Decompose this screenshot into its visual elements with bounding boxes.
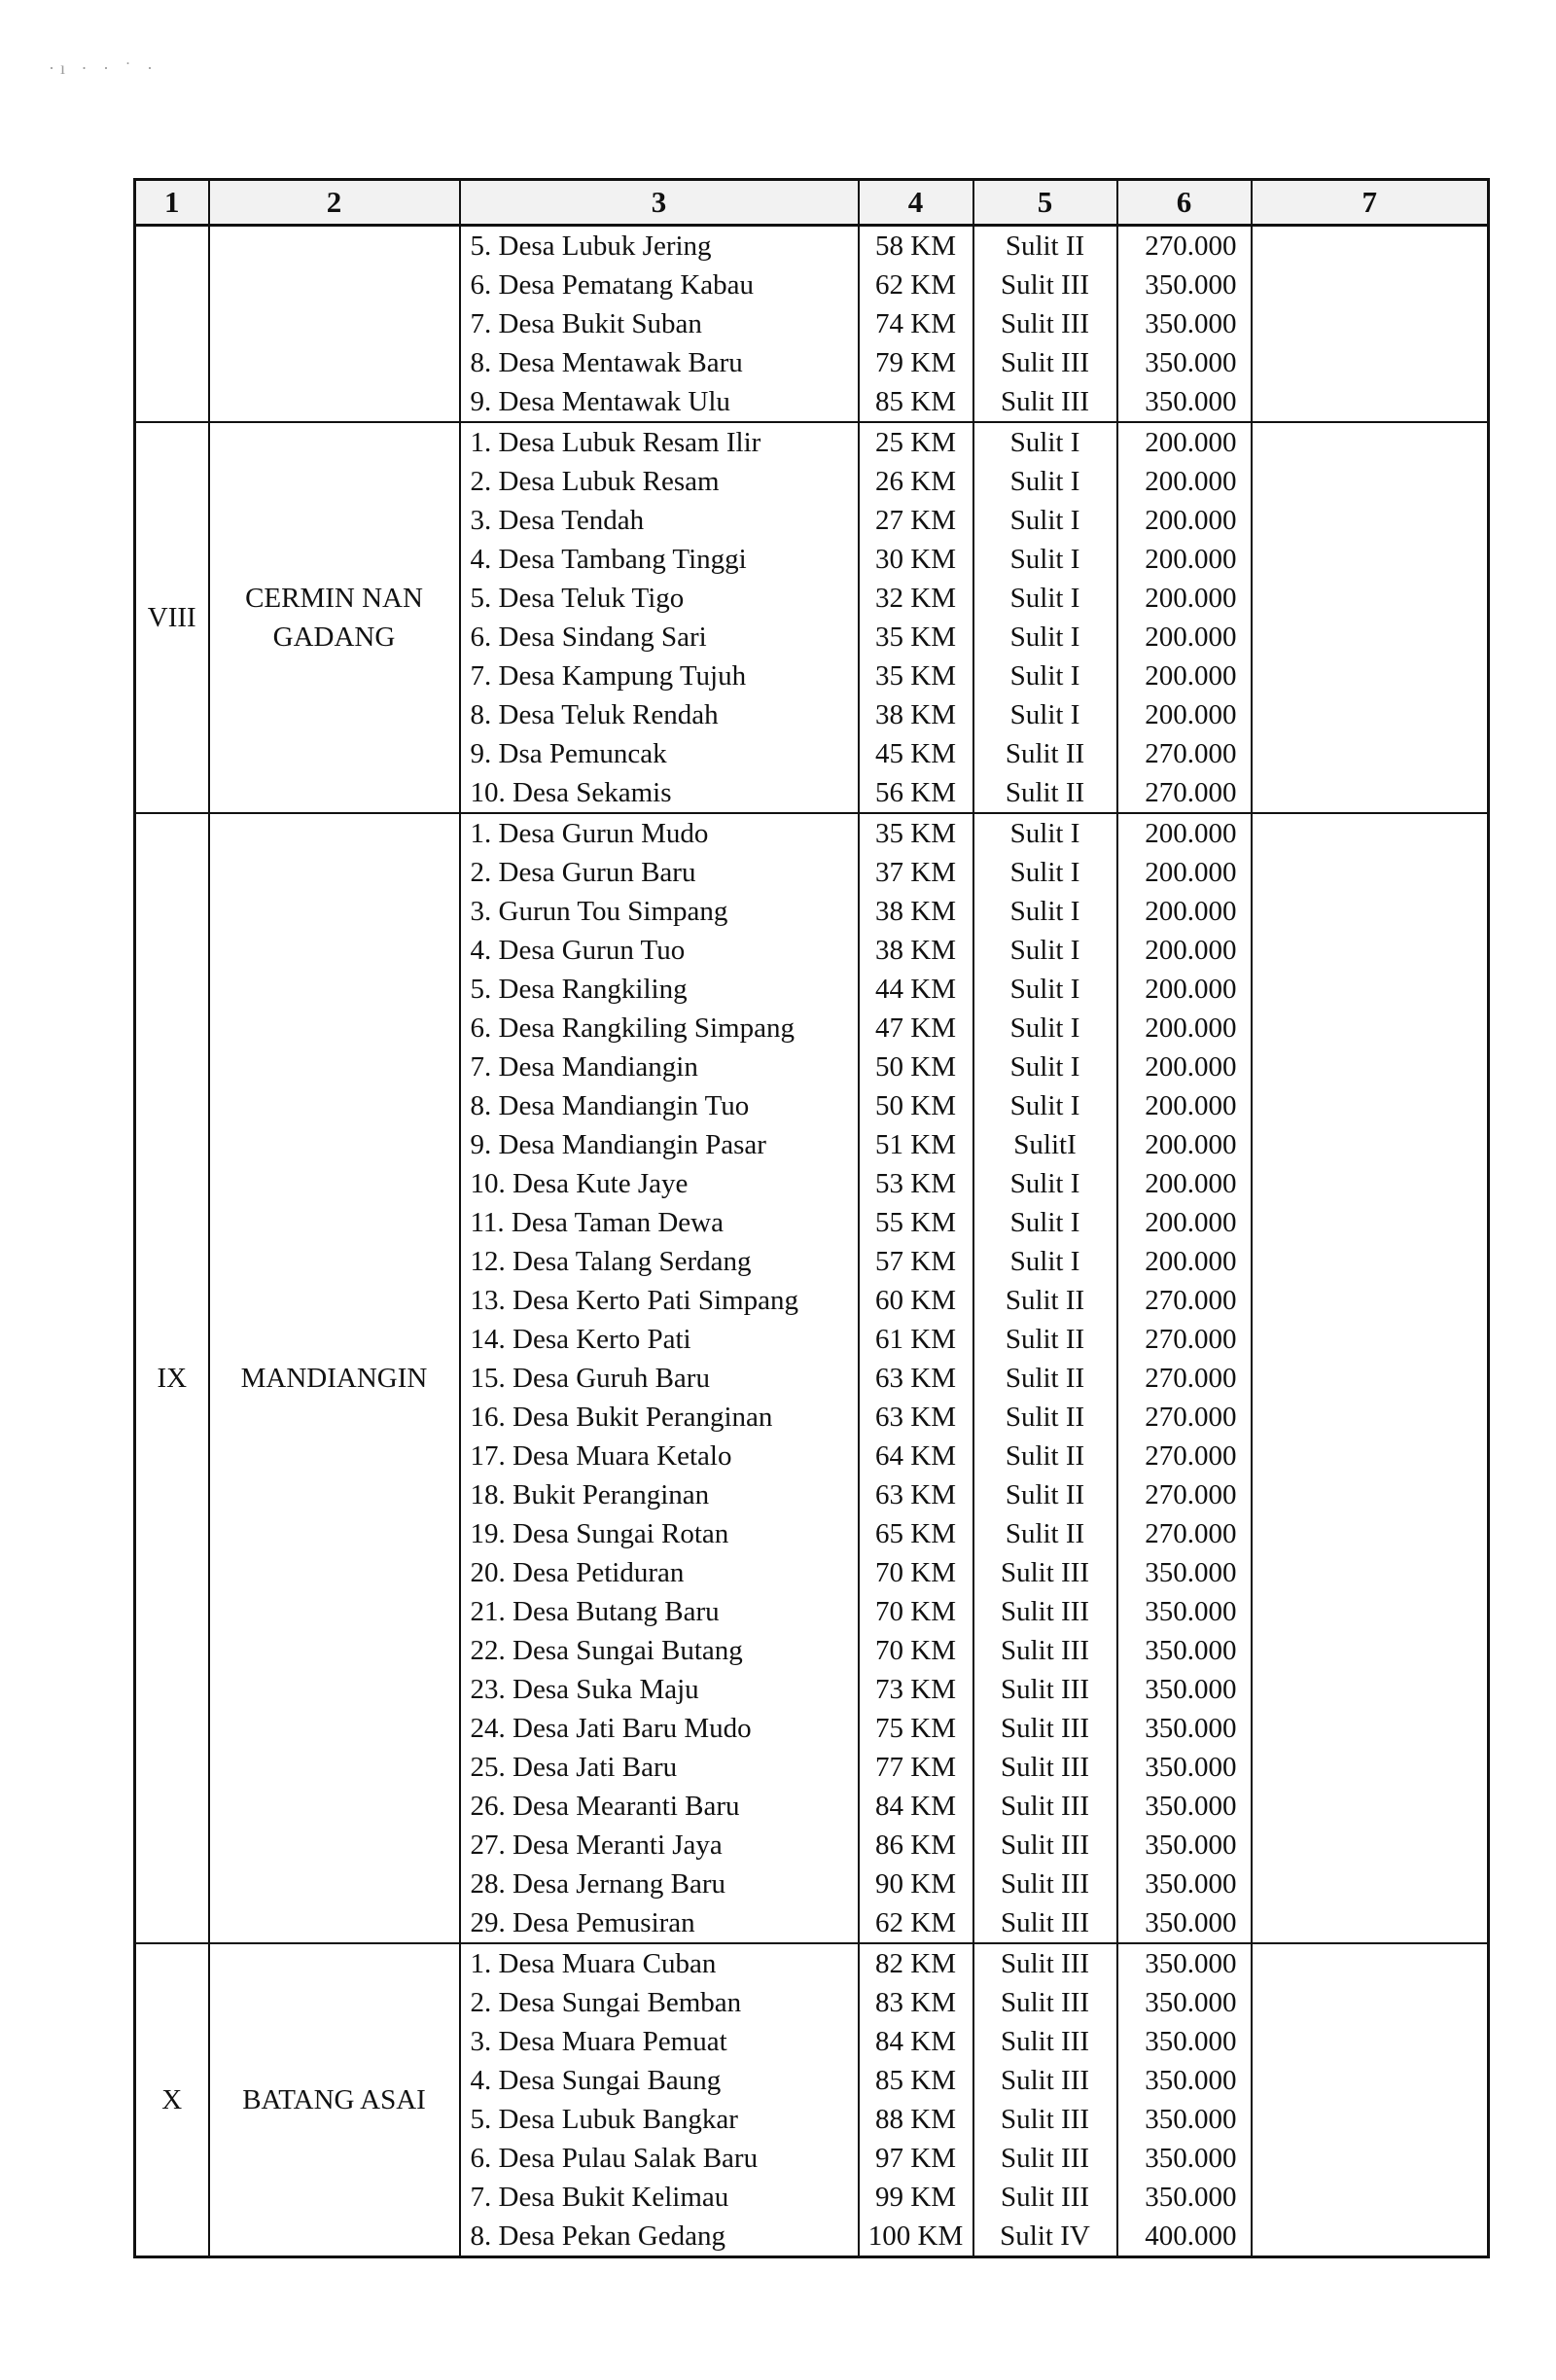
village-name: 3. Gurun Tou Simpang bbox=[460, 892, 859, 931]
distance: 55 KM bbox=[859, 1203, 973, 1242]
remarks-cell bbox=[1252, 1709, 1489, 1748]
amount: 270.000 bbox=[1117, 1320, 1252, 1359]
difficulty: Sulit II bbox=[973, 773, 1117, 813]
remarks-cell bbox=[1252, 1787, 1489, 1826]
remarks-cell bbox=[1252, 1631, 1489, 1670]
remarks-cell bbox=[1252, 1475, 1489, 1514]
amount: 350.000 bbox=[1117, 2100, 1252, 2139]
remarks-cell bbox=[1252, 540, 1489, 579]
difficulty: Sulit I bbox=[973, 931, 1117, 970]
distance: 27 KM bbox=[859, 501, 973, 540]
village-name: 6. Desa Pulau Salak Baru bbox=[460, 2139, 859, 2178]
difficulty: Sulit III bbox=[973, 1787, 1117, 1826]
remarks-cell bbox=[1252, 618, 1489, 657]
remarks-cell bbox=[1252, 1592, 1489, 1631]
remarks-cell bbox=[1252, 2022, 1489, 2061]
amount: 200.000 bbox=[1117, 1203, 1252, 1242]
remarks-cell bbox=[1252, 892, 1489, 931]
village-name: 8. Desa Mentawak Baru bbox=[460, 343, 859, 382]
table-header bbox=[135, 180, 1489, 226]
difficulty: Sulit I bbox=[973, 579, 1117, 618]
amount: 270.000 bbox=[1117, 1514, 1252, 1553]
village-name: 14. Desa Kerto Pati bbox=[460, 1320, 859, 1359]
amount: 350.000 bbox=[1117, 266, 1252, 304]
difficulty: Sulit IV bbox=[973, 2217, 1117, 2257]
distance: 35 KM bbox=[859, 618, 973, 657]
distance: 64 KM bbox=[859, 1437, 973, 1475]
amount: 200.000 bbox=[1117, 970, 1252, 1009]
village-name: 23. Desa Suka Maju bbox=[460, 1670, 859, 1709]
distance: 47 KM bbox=[859, 1009, 973, 1048]
village-name: 20. Desa Petiduran bbox=[460, 1553, 859, 1592]
distance: 63 KM bbox=[859, 1359, 973, 1398]
amount: 200.000 bbox=[1117, 1125, 1252, 1164]
distance: 86 KM bbox=[859, 1826, 973, 1865]
remarks-cell bbox=[1252, 1048, 1489, 1086]
village-name: 6. Desa Sindang Sari bbox=[460, 618, 859, 657]
distance: 97 KM bbox=[859, 2139, 973, 2178]
village-name: 10. Desa Kute Jaye bbox=[460, 1164, 859, 1203]
distance: 82 KM bbox=[859, 1943, 973, 1983]
distance: 51 KM bbox=[859, 1125, 973, 1164]
remarks-cell bbox=[1252, 1670, 1489, 1709]
table-body bbox=[135, 226, 1489, 2257]
difficulty: Sulit III bbox=[973, 2061, 1117, 2100]
amount: 350.000 bbox=[1117, 1787, 1252, 1826]
remarks-cell bbox=[1252, 422, 1489, 462]
remarks-cell bbox=[1252, 226, 1489, 266]
difficulty: Sulit I bbox=[973, 1164, 1117, 1203]
amount: 350.000 bbox=[1117, 1592, 1252, 1631]
village-name: 7. Desa Mandiangin bbox=[460, 1048, 859, 1086]
district-name: BATANG ASAI bbox=[209, 1943, 460, 2257]
village-name: 9. Desa Mentawak Ulu bbox=[460, 382, 859, 422]
distance: 100 KM bbox=[859, 2217, 973, 2257]
amount: 270.000 bbox=[1117, 773, 1252, 813]
amount: 350.000 bbox=[1117, 1983, 1252, 2022]
distance: 85 KM bbox=[859, 2061, 973, 2100]
amount: 270.000 bbox=[1117, 1475, 1252, 1514]
distance: 38 KM bbox=[859, 931, 973, 970]
distance: 60 KM bbox=[859, 1281, 973, 1320]
difficulty: Sulit I bbox=[973, 540, 1117, 579]
village-name: 24. Desa Jati Baru Mudo bbox=[460, 1709, 859, 1748]
village-name: 9. Dsa Pemuncak bbox=[460, 734, 859, 773]
difficulty: Sulit III bbox=[973, 382, 1117, 422]
difficulty: Sulit I bbox=[973, 853, 1117, 892]
remarks-cell bbox=[1252, 2100, 1489, 2139]
amount: 350.000 bbox=[1117, 304, 1252, 343]
amount: 350.000 bbox=[1117, 1943, 1252, 1983]
district-number: IX bbox=[135, 813, 209, 1943]
remarks-cell bbox=[1252, 501, 1489, 540]
distance: 73 KM bbox=[859, 1670, 973, 1709]
remarks-cell bbox=[1252, 1320, 1489, 1359]
scan-artifacts: ·ı · · ˙ · bbox=[49, 58, 159, 78]
amount: 200.000 bbox=[1117, 813, 1252, 853]
amount: 270.000 bbox=[1117, 1359, 1252, 1398]
difficulty: Sulit I bbox=[973, 1048, 1117, 1086]
remarks-cell bbox=[1252, 266, 1489, 304]
remarks-cell bbox=[1252, 2139, 1489, 2178]
amount: 400.000 bbox=[1117, 2217, 1252, 2257]
distance: 61 KM bbox=[859, 1320, 973, 1359]
amount: 350.000 bbox=[1117, 343, 1252, 382]
distance: 56 KM bbox=[859, 773, 973, 813]
amount: 200.000 bbox=[1117, 931, 1252, 970]
remarks-cell bbox=[1252, 1514, 1489, 1553]
remarks-cell bbox=[1252, 853, 1489, 892]
remarks-cell bbox=[1252, 2061, 1489, 2100]
remarks-cell bbox=[1252, 931, 1489, 970]
village-name: 4. Desa Sungai Baung bbox=[460, 2061, 859, 2100]
remarks-cell bbox=[1252, 1164, 1489, 1203]
remarks-cell bbox=[1252, 462, 1489, 501]
village-name: 2. Desa Sungai Bemban bbox=[460, 1983, 859, 2022]
distance: 44 KM bbox=[859, 970, 973, 1009]
village-name: 12. Desa Talang Serdang bbox=[460, 1242, 859, 1281]
distance: 50 KM bbox=[859, 1086, 973, 1125]
header-col-4: 4 bbox=[859, 180, 973, 226]
village-name: 5. Desa Lubuk Jering bbox=[460, 226, 859, 266]
difficulty: Sulit III bbox=[973, 1943, 1117, 1983]
village-name: 5. Desa Teluk Tigo bbox=[460, 579, 859, 618]
difficulty: Sulit II bbox=[973, 226, 1117, 266]
remarks-cell bbox=[1252, 579, 1489, 618]
amount: 200.000 bbox=[1117, 1164, 1252, 1203]
village-name: 16. Desa Bukit Peranginan bbox=[460, 1398, 859, 1437]
village-name: 28. Desa Jernang Baru bbox=[460, 1865, 859, 1903]
distance: 35 KM bbox=[859, 657, 973, 695]
amount: 350.000 bbox=[1117, 1865, 1252, 1903]
table-row bbox=[135, 422, 1489, 462]
district-number bbox=[135, 226, 209, 423]
difficulty: Sulit I bbox=[973, 695, 1117, 734]
difficulty: Sulit II bbox=[973, 1359, 1117, 1398]
amount: 350.000 bbox=[1117, 2022, 1252, 2061]
amount: 350.000 bbox=[1117, 1553, 1252, 1592]
difficulty: Sulit III bbox=[973, 1865, 1117, 1903]
amount: 350.000 bbox=[1117, 382, 1252, 422]
difficulty: Sulit III bbox=[973, 1592, 1117, 1631]
difficulty: Sulit III bbox=[973, 1670, 1117, 1709]
distance: 62 KM bbox=[859, 1903, 973, 1943]
amount: 270.000 bbox=[1117, 1281, 1252, 1320]
village-name: 4. Desa Gurun Tuo bbox=[460, 931, 859, 970]
amount: 200.000 bbox=[1117, 540, 1252, 579]
difficulty: Sulit III bbox=[973, 2139, 1117, 2178]
remarks-cell bbox=[1252, 1748, 1489, 1787]
distance: 63 KM bbox=[859, 1398, 973, 1437]
remarks-cell bbox=[1252, 1826, 1489, 1865]
amount: 200.000 bbox=[1117, 1009, 1252, 1048]
difficulty: Sulit I bbox=[973, 1242, 1117, 1281]
amount: 270.000 bbox=[1117, 1398, 1252, 1437]
header-col-2: 2 bbox=[209, 180, 460, 226]
distance: 38 KM bbox=[859, 695, 973, 734]
district-number: VIII bbox=[135, 422, 209, 813]
amount: 200.000 bbox=[1117, 1242, 1252, 1281]
table-row bbox=[135, 226, 1489, 266]
amount: 350.000 bbox=[1117, 2139, 1252, 2178]
remarks-cell bbox=[1252, 343, 1489, 382]
amount: 200.000 bbox=[1117, 618, 1252, 657]
village-name: 19. Desa Sungai Rotan bbox=[460, 1514, 859, 1553]
distance: 37 KM bbox=[859, 853, 973, 892]
header-row bbox=[135, 180, 1489, 226]
difficulty: Sulit I bbox=[973, 1009, 1117, 1048]
remarks-cell bbox=[1252, 1125, 1489, 1164]
amount: 200.000 bbox=[1117, 1086, 1252, 1125]
remarks-cell bbox=[1252, 1242, 1489, 1281]
amount: 200.000 bbox=[1117, 892, 1252, 931]
distance: 84 KM bbox=[859, 2022, 973, 2061]
district-name bbox=[209, 226, 460, 423]
village-name: 5. Desa Rangkiling bbox=[460, 970, 859, 1009]
village-name: 5. Desa Lubuk Bangkar bbox=[460, 2100, 859, 2139]
header-col-7: 7 bbox=[1252, 180, 1489, 226]
difficulty: Sulit I bbox=[973, 618, 1117, 657]
distance: 26 KM bbox=[859, 462, 973, 501]
remarks-cell bbox=[1252, 1203, 1489, 1242]
distance: 84 KM bbox=[859, 1787, 973, 1826]
distance: 74 KM bbox=[859, 304, 973, 343]
difficulty: Sulit II bbox=[973, 1320, 1117, 1359]
amount: 200.000 bbox=[1117, 853, 1252, 892]
remarks-cell bbox=[1252, 304, 1489, 343]
amount: 350.000 bbox=[1117, 2178, 1252, 2217]
difficulty: Sulit II bbox=[973, 1514, 1117, 1553]
amount: 200.000 bbox=[1117, 422, 1252, 462]
distance: 90 KM bbox=[859, 1865, 973, 1903]
difficulty: Sulit I bbox=[973, 1086, 1117, 1125]
header-col-5: 5 bbox=[973, 180, 1117, 226]
amount: 350.000 bbox=[1117, 1826, 1252, 1865]
allowance-table bbox=[133, 178, 1490, 2258]
difficulty: Sulit I bbox=[973, 970, 1117, 1009]
village-name: 8. Desa Pekan Gedang bbox=[460, 2217, 859, 2257]
difficulty: SulitI bbox=[973, 1125, 1117, 1164]
amount: 350.000 bbox=[1117, 1631, 1252, 1670]
amount: 270.000 bbox=[1117, 1437, 1252, 1475]
difficulty: Sulit II bbox=[973, 1398, 1117, 1437]
village-name: 22. Desa Sungai Butang bbox=[460, 1631, 859, 1670]
header-col-1: 1 bbox=[135, 180, 209, 226]
distance: 63 KM bbox=[859, 1475, 973, 1514]
difficulty: Sulit III bbox=[973, 1748, 1117, 1787]
distance: 77 KM bbox=[859, 1748, 973, 1787]
distance: 53 KM bbox=[859, 1164, 973, 1203]
table-row bbox=[135, 813, 1489, 853]
village-name: 15. Desa Guruh Baru bbox=[460, 1359, 859, 1398]
amount: 200.000 bbox=[1117, 1048, 1252, 1086]
district-number: X bbox=[135, 1943, 209, 2257]
distance: 83 KM bbox=[859, 1983, 973, 2022]
difficulty: Sulit I bbox=[973, 1203, 1117, 1242]
remarks-cell bbox=[1252, 970, 1489, 1009]
difficulty: Sulit III bbox=[973, 1709, 1117, 1748]
difficulty: Sulit III bbox=[973, 1826, 1117, 1865]
village-name: 7. Desa Bukit Kelimau bbox=[460, 2178, 859, 2217]
village-name: 7. Desa Bukit Suban bbox=[460, 304, 859, 343]
amount: 350.000 bbox=[1117, 1709, 1252, 1748]
distance: 25 KM bbox=[859, 422, 973, 462]
amount: 350.000 bbox=[1117, 1903, 1252, 1943]
distance: 70 KM bbox=[859, 1553, 973, 1592]
amount: 350.000 bbox=[1117, 1670, 1252, 1709]
village-name: 2. Desa Lubuk Resam bbox=[460, 462, 859, 501]
village-name: 3. Desa Muara Pemuat bbox=[460, 2022, 859, 2061]
village-name: 29. Desa Pemusiran bbox=[460, 1903, 859, 1943]
district-name: MANDIANGIN bbox=[209, 813, 460, 1943]
remarks-cell bbox=[1252, 1865, 1489, 1903]
remarks-cell bbox=[1252, 1903, 1489, 1943]
distance: 65 KM bbox=[859, 1514, 973, 1553]
difficulty: Sulit III bbox=[973, 1553, 1117, 1592]
amount: 270.000 bbox=[1117, 226, 1252, 266]
distance: 32 KM bbox=[859, 579, 973, 618]
distance: 50 KM bbox=[859, 1048, 973, 1086]
village-name: 26. Desa Mearanti Baru bbox=[460, 1787, 859, 1826]
distance: 58 KM bbox=[859, 226, 973, 266]
difficulty: Sulit I bbox=[973, 813, 1117, 853]
remarks-cell bbox=[1252, 734, 1489, 773]
amount: 350.000 bbox=[1117, 1748, 1252, 1787]
remarks-cell bbox=[1252, 1553, 1489, 1592]
village-name: 8. Desa Teluk Rendah bbox=[460, 695, 859, 734]
village-name: 1. Desa Lubuk Resam Ilir bbox=[460, 422, 859, 462]
remarks-cell bbox=[1252, 657, 1489, 695]
village-name: 13. Desa Kerto Pati Simpang bbox=[460, 1281, 859, 1320]
distance: 85 KM bbox=[859, 382, 973, 422]
difficulty: Sulit II bbox=[973, 734, 1117, 773]
remarks-cell bbox=[1252, 1943, 1489, 1983]
village-name: 6. Desa Rangkiling Simpang bbox=[460, 1009, 859, 1048]
remarks-cell bbox=[1252, 1281, 1489, 1320]
village-name: 1. Desa Gurun Mudo bbox=[460, 813, 859, 853]
village-name: 9. Desa Mandiangin Pasar bbox=[460, 1125, 859, 1164]
remarks-cell bbox=[1252, 1359, 1489, 1398]
distance: 38 KM bbox=[859, 892, 973, 931]
difficulty: Sulit II bbox=[973, 1475, 1117, 1514]
difficulty: Sulit I bbox=[973, 657, 1117, 695]
village-name: 10. Desa Sekamis bbox=[460, 773, 859, 813]
amount: 350.000 bbox=[1117, 2061, 1252, 2100]
remarks-cell bbox=[1252, 1437, 1489, 1475]
difficulty: Sulit III bbox=[973, 1631, 1117, 1670]
difficulty: Sulit I bbox=[973, 462, 1117, 501]
village-name: 3. Desa Tendah bbox=[460, 501, 859, 540]
difficulty: Sulit III bbox=[973, 266, 1117, 304]
village-name: 7. Desa Kampung Tujuh bbox=[460, 657, 859, 695]
village-name: 27. Desa Meranti Jaya bbox=[460, 1826, 859, 1865]
distance: 30 KM bbox=[859, 540, 973, 579]
remarks-cell bbox=[1252, 382, 1489, 422]
amount: 200.000 bbox=[1117, 695, 1252, 734]
amount: 200.000 bbox=[1117, 579, 1252, 618]
difficulty: Sulit III bbox=[973, 2178, 1117, 2217]
distance: 45 KM bbox=[859, 734, 973, 773]
remarks-cell bbox=[1252, 695, 1489, 734]
distance: 35 KM bbox=[859, 813, 973, 853]
header-col-6: 6 bbox=[1117, 180, 1252, 226]
village-name: 6. Desa Pematang Kabau bbox=[460, 266, 859, 304]
amount: 270.000 bbox=[1117, 734, 1252, 773]
village-name: 17. Desa Muara Ketalo bbox=[460, 1437, 859, 1475]
village-name: 21. Desa Butang Baru bbox=[460, 1592, 859, 1631]
header-col-3: 3 bbox=[460, 180, 859, 226]
remarks-cell bbox=[1252, 2217, 1489, 2257]
distance: 62 KM bbox=[859, 266, 973, 304]
difficulty: Sulit II bbox=[973, 1281, 1117, 1320]
distance: 99 KM bbox=[859, 2178, 973, 2217]
difficulty: Sulit III bbox=[973, 1983, 1117, 2022]
remarks-cell bbox=[1252, 1983, 1489, 2022]
amount: 200.000 bbox=[1117, 462, 1252, 501]
distance: 79 KM bbox=[859, 343, 973, 382]
difficulty: Sulit II bbox=[973, 1437, 1117, 1475]
village-name: 18. Bukit Peranginan bbox=[460, 1475, 859, 1514]
distance: 75 KM bbox=[859, 1709, 973, 1748]
district-name: CERMIN NAN GADANG bbox=[209, 422, 460, 813]
remarks-cell bbox=[1252, 773, 1489, 813]
village-name: 1. Desa Muara Cuban bbox=[460, 1943, 859, 1983]
remarks-cell bbox=[1252, 1398, 1489, 1437]
remarks-cell bbox=[1252, 2178, 1489, 2217]
remarks-cell bbox=[1252, 1086, 1489, 1125]
village-name: 11. Desa Taman Dewa bbox=[460, 1203, 859, 1242]
difficulty: Sulit III bbox=[973, 2100, 1117, 2139]
village-name: 4. Desa Tambang Tinggi bbox=[460, 540, 859, 579]
village-name: 25. Desa Jati Baru bbox=[460, 1748, 859, 1787]
remarks-cell bbox=[1252, 813, 1489, 853]
distance: 57 KM bbox=[859, 1242, 973, 1281]
difficulty: Sulit I bbox=[973, 501, 1117, 540]
remarks-cell bbox=[1252, 1009, 1489, 1048]
distance: 70 KM bbox=[859, 1592, 973, 1631]
difficulty: Sulit III bbox=[973, 343, 1117, 382]
village-name: 8. Desa Mandiangin Tuo bbox=[460, 1086, 859, 1125]
distance: 88 KM bbox=[859, 2100, 973, 2139]
amount: 200.000 bbox=[1117, 657, 1252, 695]
difficulty: Sulit III bbox=[973, 304, 1117, 343]
difficulty: Sulit III bbox=[973, 1903, 1117, 1943]
difficulty: Sulit I bbox=[973, 422, 1117, 462]
amount: 200.000 bbox=[1117, 501, 1252, 540]
difficulty: Sulit III bbox=[973, 2022, 1117, 2061]
distance: 70 KM bbox=[859, 1631, 973, 1670]
village-name: 2. Desa Gurun Baru bbox=[460, 853, 859, 892]
table-row bbox=[135, 1943, 1489, 1983]
difficulty: Sulit I bbox=[973, 892, 1117, 931]
